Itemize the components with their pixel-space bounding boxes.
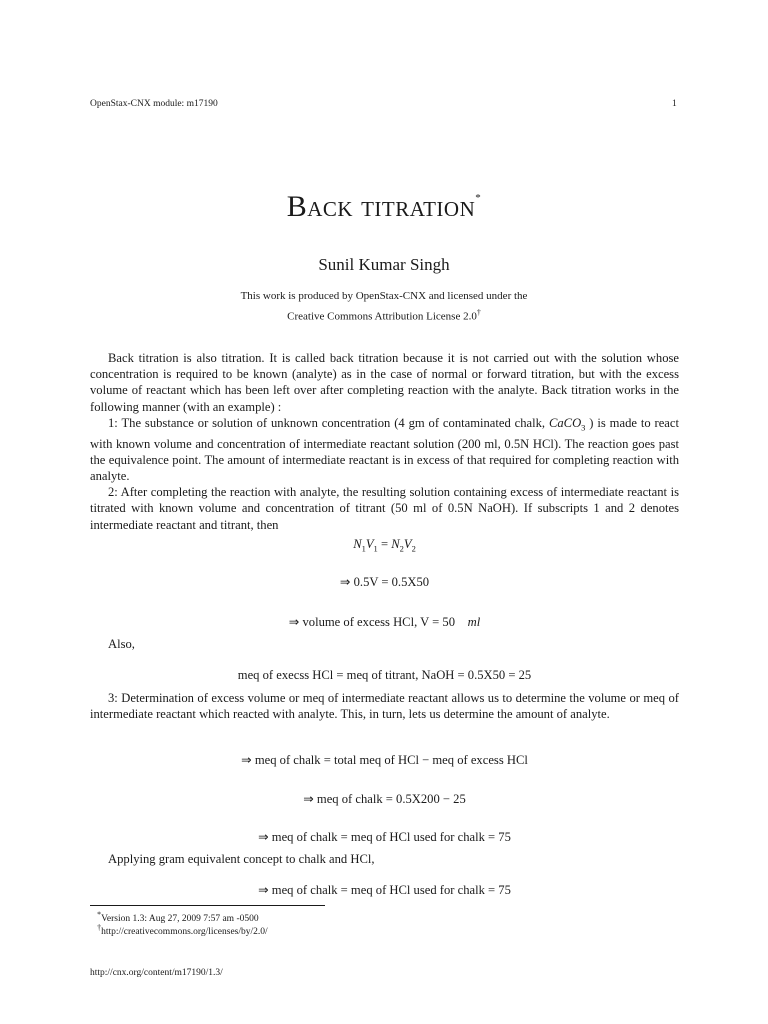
title-text: Back titration <box>286 190 476 223</box>
title-footnote-mark: * <box>475 192 482 204</box>
eq3-unit: ml <box>467 615 481 629</box>
footer-url[interactable]: http://cnx.org/content/m17190/1.3/ <box>90 968 223 978</box>
equation-6: ⇒ meq of chalk = 0.5X200 − 25 <box>303 792 466 806</box>
eq3-text: ⇒ volume of excess HCl, V = 50 <box>288 615 455 629</box>
footnote-1-text: Version 1.3: Aug 27, 2009 7:57 am -0500 <box>101 914 259 925</box>
step-3-block <box>90 690 679 722</box>
eq1-sub1: 1 <box>361 543 366 554</box>
eq1-v2: V <box>403 537 412 551</box>
equation-8: ⇒ meq of chalk = meq of HCl used for chalk = 75 <box>258 883 511 897</box>
step-1-text-b: ) is made to react with known volume and concentration of intermediate reactant solution (200 ml, 0.5N HCl). The reaction goes past the equivalence point. The amount of intermediate reactant is in excess of that required for completing reaction with analyte. <box>90 415 679 483</box>
body-text-top <box>90 350 679 533</box>
eq1-n2: N <box>391 537 400 551</box>
chemical-subscript: 3 <box>581 422 586 433</box>
footnote-divider <box>90 905 325 906</box>
step-1-text-a: 1: The substance or solution of unknown concentration (4 gm of contaminated chalk, <box>108 415 549 430</box>
license-line-2 <box>0 305 768 325</box>
equation-4: meq of execss HCl = meq of titrant, NaOH = 0.5X50 = 25 <box>237 668 532 682</box>
footnote-2-link[interactable]: http://creativecommons.org/licenses/by/2.0/ <box>101 927 268 938</box>
chemical-formula: CaCO <box>548 415 582 430</box>
equation-5: ⇒ meq of chalk = total meq of HCl − meq of excess HCl <box>241 753 528 767</box>
license-statement <box>0 289 768 325</box>
eq1-v1: V <box>365 537 374 551</box>
intro-paragraph: Back titration is also titration. It is called back titration because it is not carried out with the solution whose concentration is required to be known (analyte) as in the case of normal or forward titration, but with the excess volume of reactant which has been left over after completing reaction with the analyte. Back titration works in the following manner (with an example) : <box>90 351 679 414</box>
step-2-paragraph: 2: After completing the reaction with analyte, the resulting solution containing excess of intermediate reactant is titrated with known volume and concentration of titrant (50 ml of 0.5N NaOH). If subscripts 1 and 2 denotes intermediate reactant and titrant, then <box>90 485 679 532</box>
eq1-sub2: 1 <box>373 543 378 554</box>
applying-paragraph: Applying gram equivalent concept to chalk and HCl, <box>108 852 375 866</box>
module-header: OpenStax-CNX module: m17190 <box>90 99 218 109</box>
equation-7: ⇒ meq of chalk = meq of HCl used for chalk = 75 <box>258 830 511 844</box>
also-text: Also, <box>108 637 135 651</box>
license-link[interactable]: Creative Commons Attribution License 2.0 <box>287 310 477 323</box>
eq1-sub3: 2 <box>399 543 404 554</box>
step-1-paragraph <box>90 415 679 484</box>
step-3-paragraph: 3: Determination of excess volume or meq of intermediate reactant allows us to determine the volume or meq of intermediate reactant which reacted with analyte. This, in turn, lets us determine the amount of analyte. <box>90 691 679 722</box>
license-line-1: This work is produced by OpenStax-CNX and licensed under the <box>240 290 528 302</box>
equation-3 <box>90 614 679 630</box>
license-footnote-mark: † <box>476 307 481 317</box>
eq1-equals: = <box>377 537 392 551</box>
applying-block <box>90 851 679 867</box>
page-title <box>0 190 768 224</box>
footnote-1-mark: * <box>97 910 102 919</box>
eq1-sub4: 2 <box>411 543 416 554</box>
eq1-n1: N <box>353 537 362 551</box>
equation-2: ⇒ 0.5V = 0.5X50 <box>339 575 430 589</box>
footnote-2-mark: † <box>97 923 102 932</box>
also-paragraph <box>90 636 679 652</box>
author-name: Sunil Kumar Singh <box>318 255 450 274</box>
footnote-license-url <box>90 921 268 939</box>
page-number: 1 <box>672 99 677 109</box>
equation-n1v1 <box>90 537 679 554</box>
